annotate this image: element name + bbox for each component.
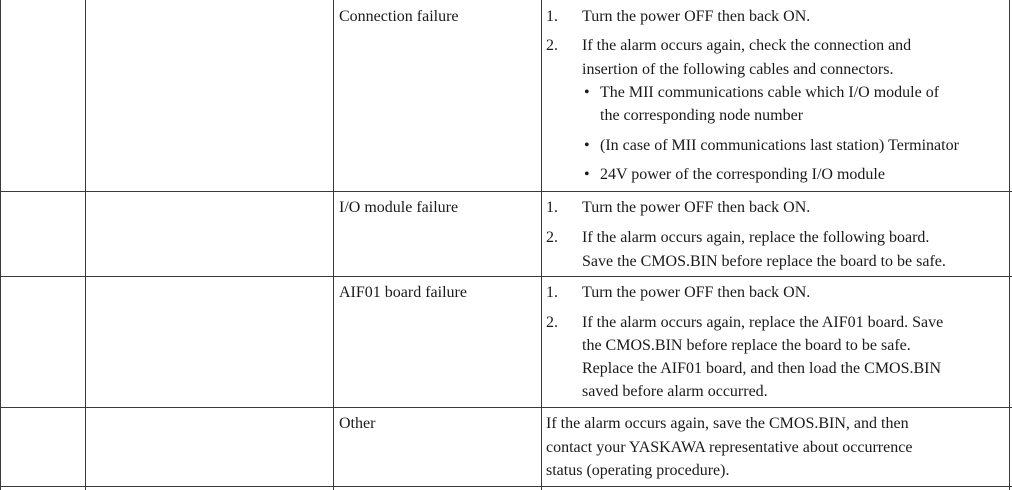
- row-divider: [0, 276, 1012, 277]
- step-number: 1.: [546, 8, 558, 25]
- step-text: insertion of the following cables and connectors.: [582, 61, 894, 78]
- step-text: Turn the power OFF then back ON.: [582, 199, 811, 216]
- cause-cell: Other: [339, 415, 376, 432]
- cause-cell: AIF01 board failure: [339, 284, 467, 301]
- bullet-text: (In case of MII communications last station) Terminator: [600, 137, 959, 154]
- column-divider: [333, 0, 334, 490]
- step-text: If the alarm occurs again, check the connection and: [582, 37, 912, 54]
- step-text: the CMOS.BIN before replace the board to be safe.: [582, 337, 911, 354]
- remedy-text: status (operating procedure).: [546, 462, 730, 479]
- bullet-glyph: •: [584, 84, 590, 101]
- step-number: 2.: [546, 314, 558, 331]
- column-divider: [541, 0, 542, 490]
- step-text: If the alarm occurs again, replace the following board.: [582, 229, 930, 246]
- step-text: If the alarm occurs again, replace the AIF01 board. Save: [582, 314, 944, 331]
- step-text: Turn the power OFF then back ON.: [582, 284, 811, 301]
- bullet-text: the corresponding node number: [600, 107, 804, 124]
- step-number: 1.: [546, 284, 558, 301]
- column-divider: [1009, 0, 1010, 490]
- row-divider: [0, 486, 1012, 487]
- row-divider: [0, 407, 1012, 408]
- column-divider: [85, 0, 86, 490]
- step-number: 2.: [546, 229, 558, 246]
- bullet-text: 24V power of the corresponding I/O module: [600, 166, 885, 183]
- step-number: 1.: [546, 199, 558, 216]
- cause-cell: I/O module failure: [339, 199, 459, 216]
- bullet-glyph: •: [584, 137, 590, 154]
- step-text: Turn the power OFF then back ON.: [582, 8, 811, 25]
- column-divider: [0, 0, 1, 490]
- step-text: saved before alarm occurred.: [582, 383, 768, 400]
- bullet-text: The MII communications cable which I/O module of: [600, 84, 940, 101]
- bullet-glyph: •: [584, 166, 590, 183]
- remedy-text: contact your YASKAWA representative about occurrence: [546, 439, 913, 456]
- row-divider: [0, 191, 1012, 192]
- remedy-text: If the alarm occurs again, save the CMOS.BIN, and then: [546, 415, 909, 432]
- step-text: Replace the AIF01 board, and then load the CMOS.BIN: [582, 360, 942, 377]
- step-number: 2.: [546, 37, 558, 54]
- cause-cell: Connection failure: [339, 8, 459, 25]
- step-text: Save the CMOS.BIN before replace the board to be safe.: [582, 253, 946, 270]
